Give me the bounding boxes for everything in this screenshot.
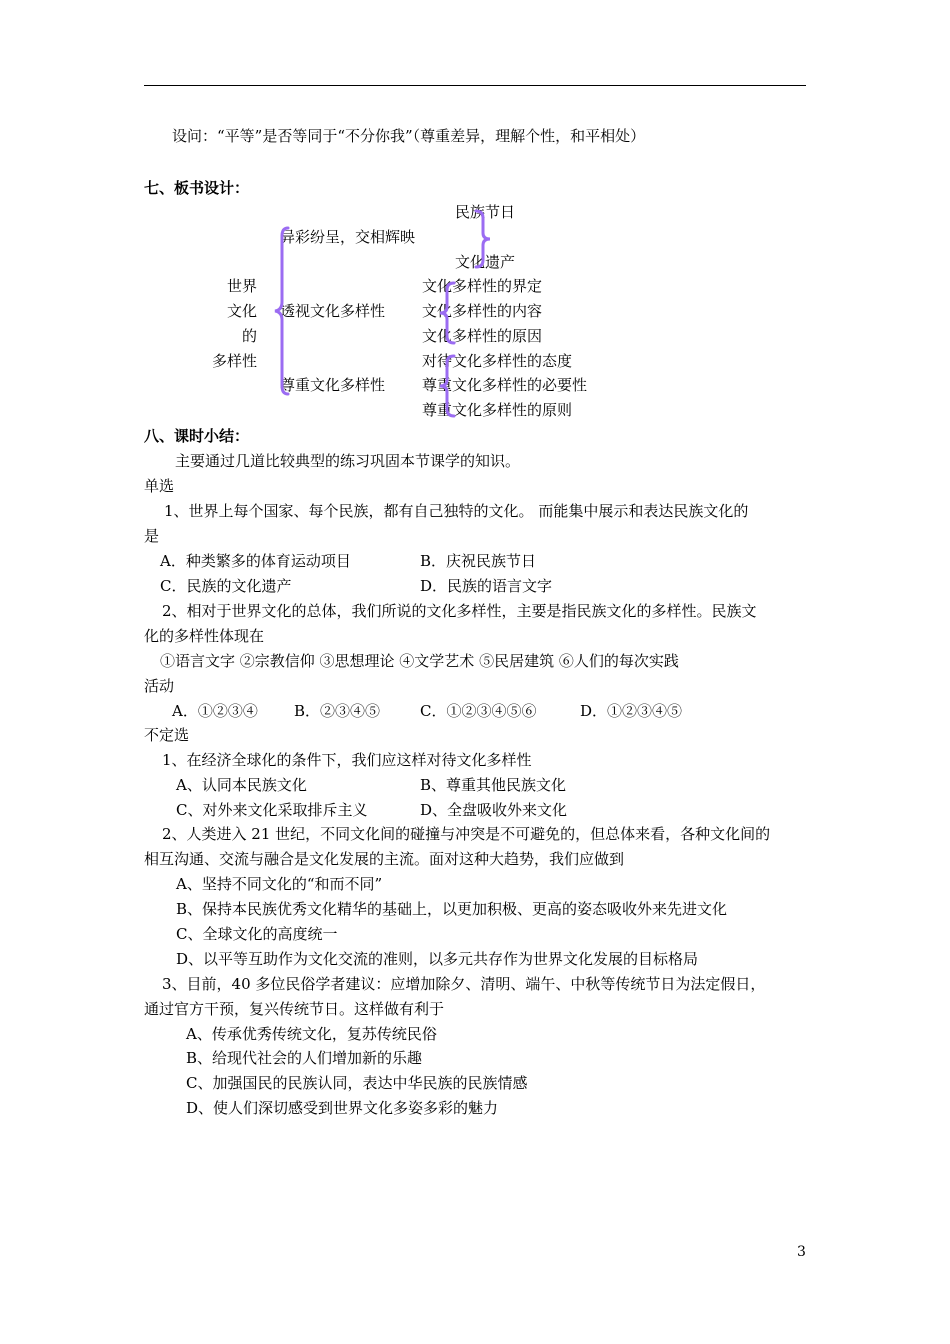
leaf-1-2: 文化遗产	[455, 253, 516, 271]
mq1-stem: 1、在经济全球化的条件下，我们应这样对待文化多样性	[162, 751, 532, 769]
mq3-stem-1: 3、目前，40 多位民俗学者建议：应增加除夕、清明、端午、中秋等传统节日为法定假日，	[162, 975, 766, 993]
mq2-stem-2: 相互沟通、交流与融合是文化发展的主流。面对这种大趋势，我们应做到	[144, 850, 625, 868]
mq3-option-c: C、加强国民的民族认同，表达中华民族的民族情感	[186, 1074, 528, 1092]
sq2-items-2: 活动	[144, 677, 175, 695]
sq1-stem-2: 是	[144, 527, 160, 545]
mq3-stem-2: 通过官方干预，复兴传统节日。这样做有利于	[144, 1000, 445, 1018]
mq2-option-b: B、保持本民族优秀文化精华的基础上，以更加积极、更高的姿态吸收外来先进文化	[176, 900, 728, 918]
leaf-1-1: 民族节日	[455, 203, 516, 221]
branch-1: 异彩纷呈，交相辉映	[280, 228, 416, 246]
branch-3: 尊重文化多样性	[280, 376, 386, 394]
leaf-2-3: 文化多样性的原因	[422, 327, 543, 345]
mq2-option-d: D、以平等互助作为文化交流的准则，以多元共存作为世界文化发展的目标格局	[176, 950, 699, 968]
sq2-option-c: C．①②③④⑤⑥	[420, 702, 537, 720]
sq2-option-b: B．②③④⑤	[294, 702, 381, 720]
sq1-option-c: C．民族的文化遗产	[160, 577, 292, 595]
question-line: 设问：“平等”是否等同于“不分你我”（尊重差异，理解个性，和平相处）	[172, 127, 646, 145]
leaf-3-3: 尊重文化多样性的原则	[422, 401, 573, 419]
sq1-option-b: B．庆祝民族节日	[420, 552, 537, 570]
root-line-3: 的	[242, 327, 258, 345]
mq1-option-b: B、尊重其他民族文化	[420, 776, 567, 794]
mq3-option-a: A、传承优秀传统文化，复苏传统民俗	[186, 1025, 437, 1043]
mq3-option-b: B、给现代社会的人们增加新的乐趣	[186, 1049, 423, 1067]
sq1-option-a: A．种类繁多的体育运动项目	[160, 552, 351, 570]
leaf-3-1: 对待文化多样性的态度	[422, 352, 573, 370]
sq2-stem-2: 化的多样性体现在	[144, 627, 265, 645]
summary-intro: 主要通过几道比较典型的练习巩固本节课学的知识。	[175, 452, 521, 470]
sq2-option-a: A．①②③④	[172, 702, 258, 720]
mq1-option-a: A、认同本民族文化	[176, 776, 307, 794]
single-choice-label: 单选	[144, 477, 175, 495]
brace-festivals	[472, 208, 494, 270]
root-line-4: 多样性	[212, 352, 258, 370]
section7-heading: 七、板书设计：	[144, 179, 250, 197]
sq2-items-1: ①语言文字 ②宗教信仰 ③思想理论 ④文学艺术 ⑤民居建筑 ⑥人们的每次实践	[160, 652, 679, 670]
mq2-option-c: C、全球文化的高度统一	[176, 925, 338, 943]
mq1-option-d: D、全盘吸收外来文化	[420, 801, 568, 819]
branch-2: 透视文化多样性	[280, 302, 386, 320]
sq1-stem-1: 1、世界上每个国家、每个民族，都有自己独特的文化。 而能集中展示和表达民族文化的	[164, 502, 749, 520]
section8-heading: 八、课时小结：	[144, 427, 250, 445]
mq3-option-d: D、使人们深切感受到世界文化多姿多彩的魅力	[186, 1099, 499, 1117]
page-number: 3	[797, 1244, 806, 1260]
brace-analysis	[436, 280, 458, 346]
mq2-option-a: A、坚持不同文化的“和而不同”	[176, 875, 383, 893]
brace-respect	[436, 353, 458, 419]
sq2-stem-1: 2、相对于世界文化的总体，我们所说的文化多样性，主要是指民族文化的多样性。民族文	[162, 602, 757, 620]
header-rule	[144, 85, 806, 86]
mq1-option-c: C、对外来文化采取排斥主义	[176, 801, 368, 819]
root-line-1: 世界	[227, 277, 258, 295]
leaf-2-2: 文化多样性的内容	[422, 302, 543, 320]
multi-choice-label: 不定选	[144, 726, 190, 744]
root-line-2: 文化	[227, 302, 258, 320]
leaf-3-2: 尊重文化多样性的必要性	[422, 376, 588, 394]
main-brace	[272, 226, 292, 396]
mq2-stem-1: 2、人类进入 21 世纪，不同文化间的碰撞与冲突是不可避免的，但总体来看，各种文化间的	[162, 825, 771, 843]
sq1-option-d: D．民族的语言文字	[420, 577, 553, 595]
sq2-option-d: D．①②③④⑤	[580, 702, 683, 720]
leaf-2-1: 文化多样性的界定	[422, 277, 543, 295]
